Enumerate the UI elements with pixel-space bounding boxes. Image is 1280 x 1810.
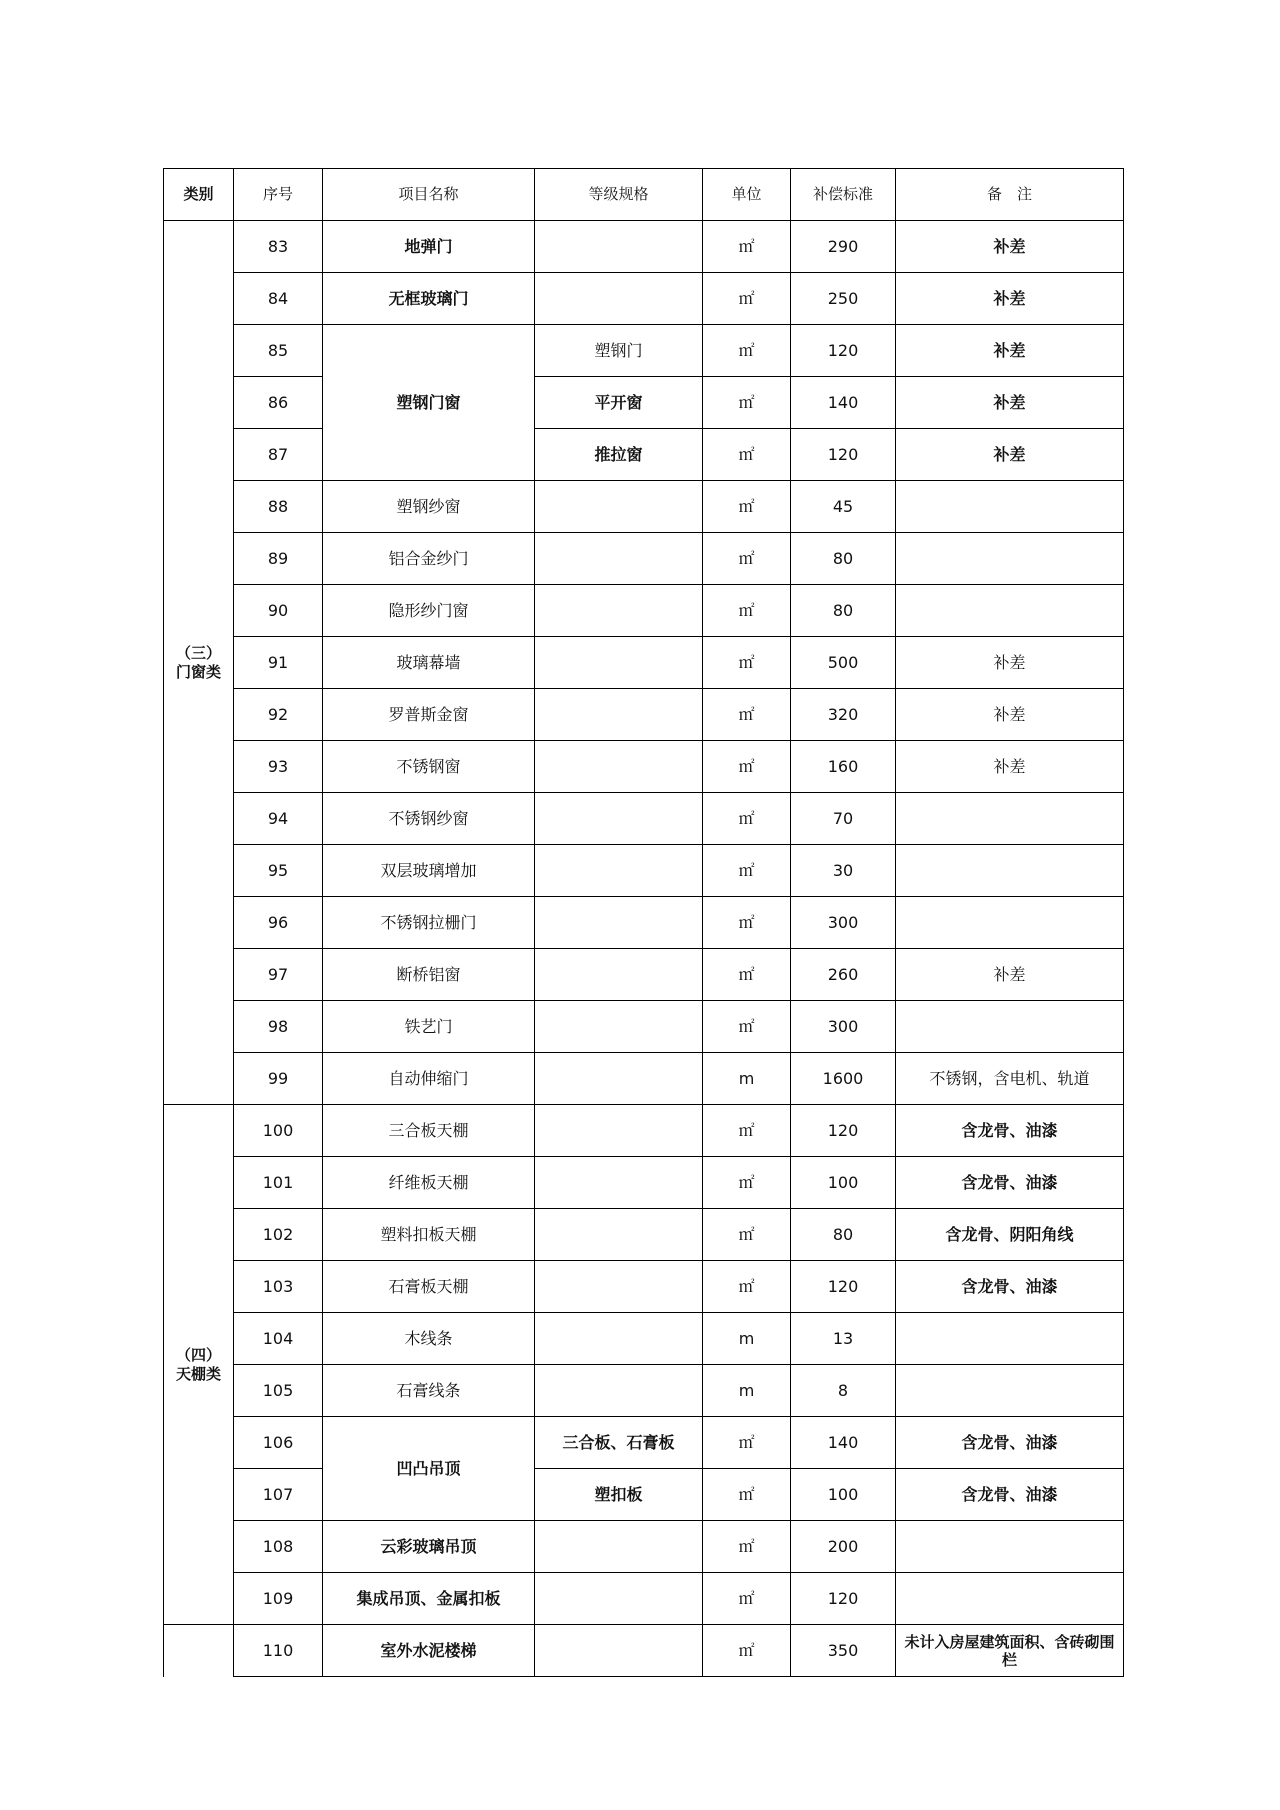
unit-cell: ㎡: [703, 741, 791, 793]
spec-cell: [535, 689, 703, 741]
serial-cell: 98: [234, 1001, 323, 1053]
remark-cell: 含龙骨、油漆: [896, 1157, 1124, 1209]
item-name-cell: 不锈钢拉栅门: [323, 897, 535, 949]
unit-cell: ㎡: [703, 221, 791, 273]
spec-cell: [535, 949, 703, 1001]
price-cell: 120: [791, 429, 896, 481]
table-row: [164, 1365, 1124, 1417]
price-cell: 80: [791, 533, 896, 585]
serial-cell: 110: [234, 1625, 323, 1677]
unit-cell: m: [703, 1313, 791, 1365]
item-name-cell: 玻璃幕墙: [323, 637, 535, 689]
price-cell: 250: [791, 273, 896, 325]
spec-cell: [535, 845, 703, 897]
table-body: [164, 169, 1124, 1677]
remark-cell: 含龙骨、油漆: [896, 1469, 1124, 1521]
item-name-cell: 地弹门: [323, 221, 535, 273]
remark-cell: 补差: [896, 377, 1124, 429]
serial-cell: 90: [234, 585, 323, 637]
spec-cell: [535, 897, 703, 949]
remark-cell: [896, 1573, 1124, 1625]
table-row: [164, 377, 1124, 429]
item-name-cell: 不锈钢纱窗: [323, 793, 535, 845]
price-cell: 300: [791, 1001, 896, 1053]
remark-cell: [896, 845, 1124, 897]
item-name-cell: 隐形纱门窗: [323, 585, 535, 637]
price-cell: 500: [791, 637, 896, 689]
serial-cell: 92: [234, 689, 323, 741]
unit-cell: ㎡: [703, 377, 791, 429]
table-row: [164, 637, 1124, 689]
serial-cell: 102: [234, 1209, 323, 1261]
item-name-cell: 不锈钢窗: [323, 741, 535, 793]
category-label-line1: （三）: [175, 643, 221, 662]
item-name-cell: 双层玻璃增加: [323, 845, 535, 897]
table-row: [164, 585, 1124, 637]
remark-cell: 补差: [896, 221, 1124, 273]
item-name-cell: 塑钢门窗: [323, 325, 535, 481]
price-cell: 160: [791, 741, 896, 793]
price-cell: 8: [791, 1365, 896, 1417]
spec-cell: [535, 481, 703, 533]
unit-cell: m: [703, 1053, 791, 1105]
serial-cell: 91: [234, 637, 323, 689]
spec-cell: [535, 1209, 703, 1261]
spec-cell: [535, 1105, 703, 1157]
price-cell: 320: [791, 689, 896, 741]
spec-cell: 塑扣板: [535, 1469, 703, 1521]
spec-cell: [535, 273, 703, 325]
item-name-cell: 纤维板天棚: [323, 1157, 535, 1209]
price-cell: 140: [791, 1417, 896, 1469]
serial-cell: 93: [234, 741, 323, 793]
item-name-cell: 铁艺门: [323, 1001, 535, 1053]
unit-cell: ㎡: [703, 585, 791, 637]
serial-cell: 89: [234, 533, 323, 585]
remark-cell: 补差: [896, 949, 1124, 1001]
table-row: [164, 949, 1124, 1001]
unit-cell: ㎡: [703, 1209, 791, 1261]
header-row: [164, 169, 1124, 221]
item-name-cell: 石膏线条: [323, 1365, 535, 1417]
serial-cell: 94: [234, 793, 323, 845]
item-name-cell: 木线条: [323, 1313, 535, 1365]
unit-cell: ㎡: [703, 793, 791, 845]
remark-cell: 含龙骨、阴阳角线: [896, 1209, 1124, 1261]
serial-cell: 109: [234, 1573, 323, 1625]
unit-cell: ㎡: [703, 1573, 791, 1625]
spec-cell: [535, 793, 703, 845]
price-cell: 1600: [791, 1053, 896, 1105]
category-label-line1: （四）: [175, 1345, 221, 1364]
unit-cell: ㎡: [703, 1417, 791, 1469]
unit-cell: ㎡: [703, 1157, 791, 1209]
spec-cell: [535, 585, 703, 637]
table-row: [164, 1417, 1124, 1469]
table-row: [164, 793, 1124, 845]
header-category: 类别: [164, 169, 234, 221]
serial-cell: 84: [234, 273, 323, 325]
serial-cell: 99: [234, 1053, 323, 1105]
serial-cell: 88: [234, 481, 323, 533]
remark-cell: 含龙骨、油漆: [896, 1417, 1124, 1469]
header-item-name: 项目名称: [323, 169, 535, 221]
unit-cell: ㎡: [703, 897, 791, 949]
table-row: [164, 1053, 1124, 1105]
price-cell: 45: [791, 481, 896, 533]
remark-cell: [896, 1313, 1124, 1365]
remark-cell: [896, 1521, 1124, 1573]
unit-cell: ㎡: [703, 273, 791, 325]
spec-cell: [535, 637, 703, 689]
unit-cell: m: [703, 1365, 791, 1417]
table-row: [164, 1105, 1124, 1157]
spec-cell: 平开窗: [535, 377, 703, 429]
unit-cell: ㎡: [703, 1625, 791, 1677]
unit-cell: ㎡: [703, 689, 791, 741]
serial-cell: 87: [234, 429, 323, 481]
unit-cell: ㎡: [703, 481, 791, 533]
spec-cell: [535, 1001, 703, 1053]
spec-cell: 塑钢门: [535, 325, 703, 377]
category-label-line2: 门窗类: [175, 662, 221, 681]
serial-cell: 106: [234, 1417, 323, 1469]
spec-cell: [535, 1521, 703, 1573]
price-cell: 13: [791, 1313, 896, 1365]
serial-cell: 108: [234, 1521, 323, 1573]
unit-cell: ㎡: [703, 637, 791, 689]
price-cell: 120: [791, 1261, 896, 1313]
header-unit: 单位: [703, 169, 791, 221]
table-row: [164, 1157, 1124, 1209]
unit-cell: ㎡: [703, 845, 791, 897]
remark-cell: 补差: [896, 741, 1124, 793]
unit-cell: ㎡: [703, 1469, 791, 1521]
price-cell: 100: [791, 1157, 896, 1209]
unit-cell: ㎡: [703, 533, 791, 585]
table-row: [164, 689, 1124, 741]
item-name-cell: 三合板天棚: [323, 1105, 535, 1157]
remark-cell: [896, 793, 1124, 845]
remark-cell: 未计入房屋建筑面积、含砖砌围栏: [896, 1625, 1124, 1677]
unit-cell: ㎡: [703, 429, 791, 481]
serial-cell: 103: [234, 1261, 323, 1313]
unit-cell: ㎡: [703, 325, 791, 377]
table-row: [164, 1261, 1124, 1313]
table-row: [164, 1001, 1124, 1053]
unit-cell: ㎡: [703, 1105, 791, 1157]
price-cell: 100: [791, 1469, 896, 1521]
table-row: [164, 325, 1124, 377]
spec-cell: [535, 1261, 703, 1313]
serial-cell: 104: [234, 1313, 323, 1365]
table-row: [164, 481, 1124, 533]
serial-cell: 107: [234, 1469, 323, 1521]
table-row: [164, 533, 1124, 585]
category-cell: [164, 1105, 234, 1625]
remark-cell: 补差: [896, 273, 1124, 325]
price-cell: 120: [791, 1105, 896, 1157]
table-row: [164, 1313, 1124, 1365]
unit-cell: ㎡: [703, 1261, 791, 1313]
serial-cell: 100: [234, 1105, 323, 1157]
unit-cell: ㎡: [703, 1521, 791, 1573]
spec-cell: [535, 1573, 703, 1625]
header-serial: 序号: [234, 169, 323, 221]
serial-cell: 86: [234, 377, 323, 429]
serial-cell: 96: [234, 897, 323, 949]
price-cell: 260: [791, 949, 896, 1001]
remark-cell: [896, 1365, 1124, 1417]
table-row: [164, 1209, 1124, 1261]
serial-cell: 85: [234, 325, 323, 377]
remark-cell: 补差: [896, 689, 1124, 741]
spec-cell: [535, 1365, 703, 1417]
serial-cell: 83: [234, 221, 323, 273]
price-cell: 120: [791, 1573, 896, 1625]
item-name-cell: 石膏板天棚: [323, 1261, 535, 1313]
price-cell: 120: [791, 325, 896, 377]
remark-cell: 不锈钢，含电机、轨道: [896, 1053, 1124, 1105]
serial-cell: 97: [234, 949, 323, 1001]
table-row: [164, 1625, 1124, 1677]
item-name-cell: 塑料扣板天棚: [323, 1209, 535, 1261]
price-cell: 70: [791, 793, 896, 845]
price-cell: 80: [791, 585, 896, 637]
spec-cell: 推拉窗: [535, 429, 703, 481]
item-name-cell: 无框玻璃门: [323, 273, 535, 325]
price-cell: 350: [791, 1625, 896, 1677]
price-cell: 300: [791, 897, 896, 949]
header-grade-spec: 等级规格: [535, 169, 703, 221]
header-price: 补偿标准: [791, 169, 896, 221]
price-cell: 140: [791, 377, 896, 429]
table-row: [164, 221, 1124, 273]
item-name-cell: 集成吊顶、金属扣板: [323, 1573, 535, 1625]
header-remark: 备 注: [896, 169, 1124, 221]
table-row: [164, 845, 1124, 897]
spec-cell: [535, 741, 703, 793]
category-label-line2: 天棚类: [175, 1364, 221, 1383]
item-name-cell: 断桥铝窗: [323, 949, 535, 1001]
serial-cell: 101: [234, 1157, 323, 1209]
remark-cell: 补差: [896, 429, 1124, 481]
item-name-cell: 凹凸吊顶: [323, 1417, 535, 1521]
price-cell: 30: [791, 845, 896, 897]
spec-cell: [535, 1053, 703, 1105]
unit-cell: ㎡: [703, 1001, 791, 1053]
item-name-cell: 塑钢纱窗: [323, 481, 535, 533]
price-cell: 200: [791, 1521, 896, 1573]
remark-cell: [896, 533, 1124, 585]
item-name-cell: 室外水泥楼梯: [323, 1625, 535, 1677]
category-cell: [164, 221, 234, 1105]
table-row: [164, 1573, 1124, 1625]
category-cell: [164, 1625, 234, 1677]
spec-cell: 三合板、石膏板: [535, 1417, 703, 1469]
remark-cell: 含龙骨、油漆: [896, 1261, 1124, 1313]
compensation-table: [163, 168, 1124, 1677]
remark-cell: [896, 585, 1124, 637]
table-row: [164, 1521, 1124, 1573]
item-name-cell: 罗普斯金窗: [323, 689, 535, 741]
spec-cell: [535, 1157, 703, 1209]
unit-cell: ㎡: [703, 949, 791, 1001]
table-row: [164, 741, 1124, 793]
spec-cell: [535, 1625, 703, 1677]
remark-cell: 补差: [896, 637, 1124, 689]
item-name-cell: 云彩玻璃吊顶: [323, 1521, 535, 1573]
table-row: [164, 897, 1124, 949]
table-row: [164, 429, 1124, 481]
table-row: [164, 1469, 1124, 1521]
serial-cell: 105: [234, 1365, 323, 1417]
remark-cell: 补差: [896, 325, 1124, 377]
remark-cell: [896, 481, 1124, 533]
remark-cell: [896, 1001, 1124, 1053]
price-cell: 80: [791, 1209, 896, 1261]
serial-cell: 95: [234, 845, 323, 897]
item-name-cell: 铝合金纱门: [323, 533, 535, 585]
spec-cell: [535, 221, 703, 273]
remark-cell: 含龙骨、油漆: [896, 1105, 1124, 1157]
table-row: [164, 273, 1124, 325]
spec-cell: [535, 533, 703, 585]
remark-cell: [896, 897, 1124, 949]
item-name-cell: 自动伸缩门: [323, 1053, 535, 1105]
spec-cell: [535, 1313, 703, 1365]
price-cell: 290: [791, 221, 896, 273]
